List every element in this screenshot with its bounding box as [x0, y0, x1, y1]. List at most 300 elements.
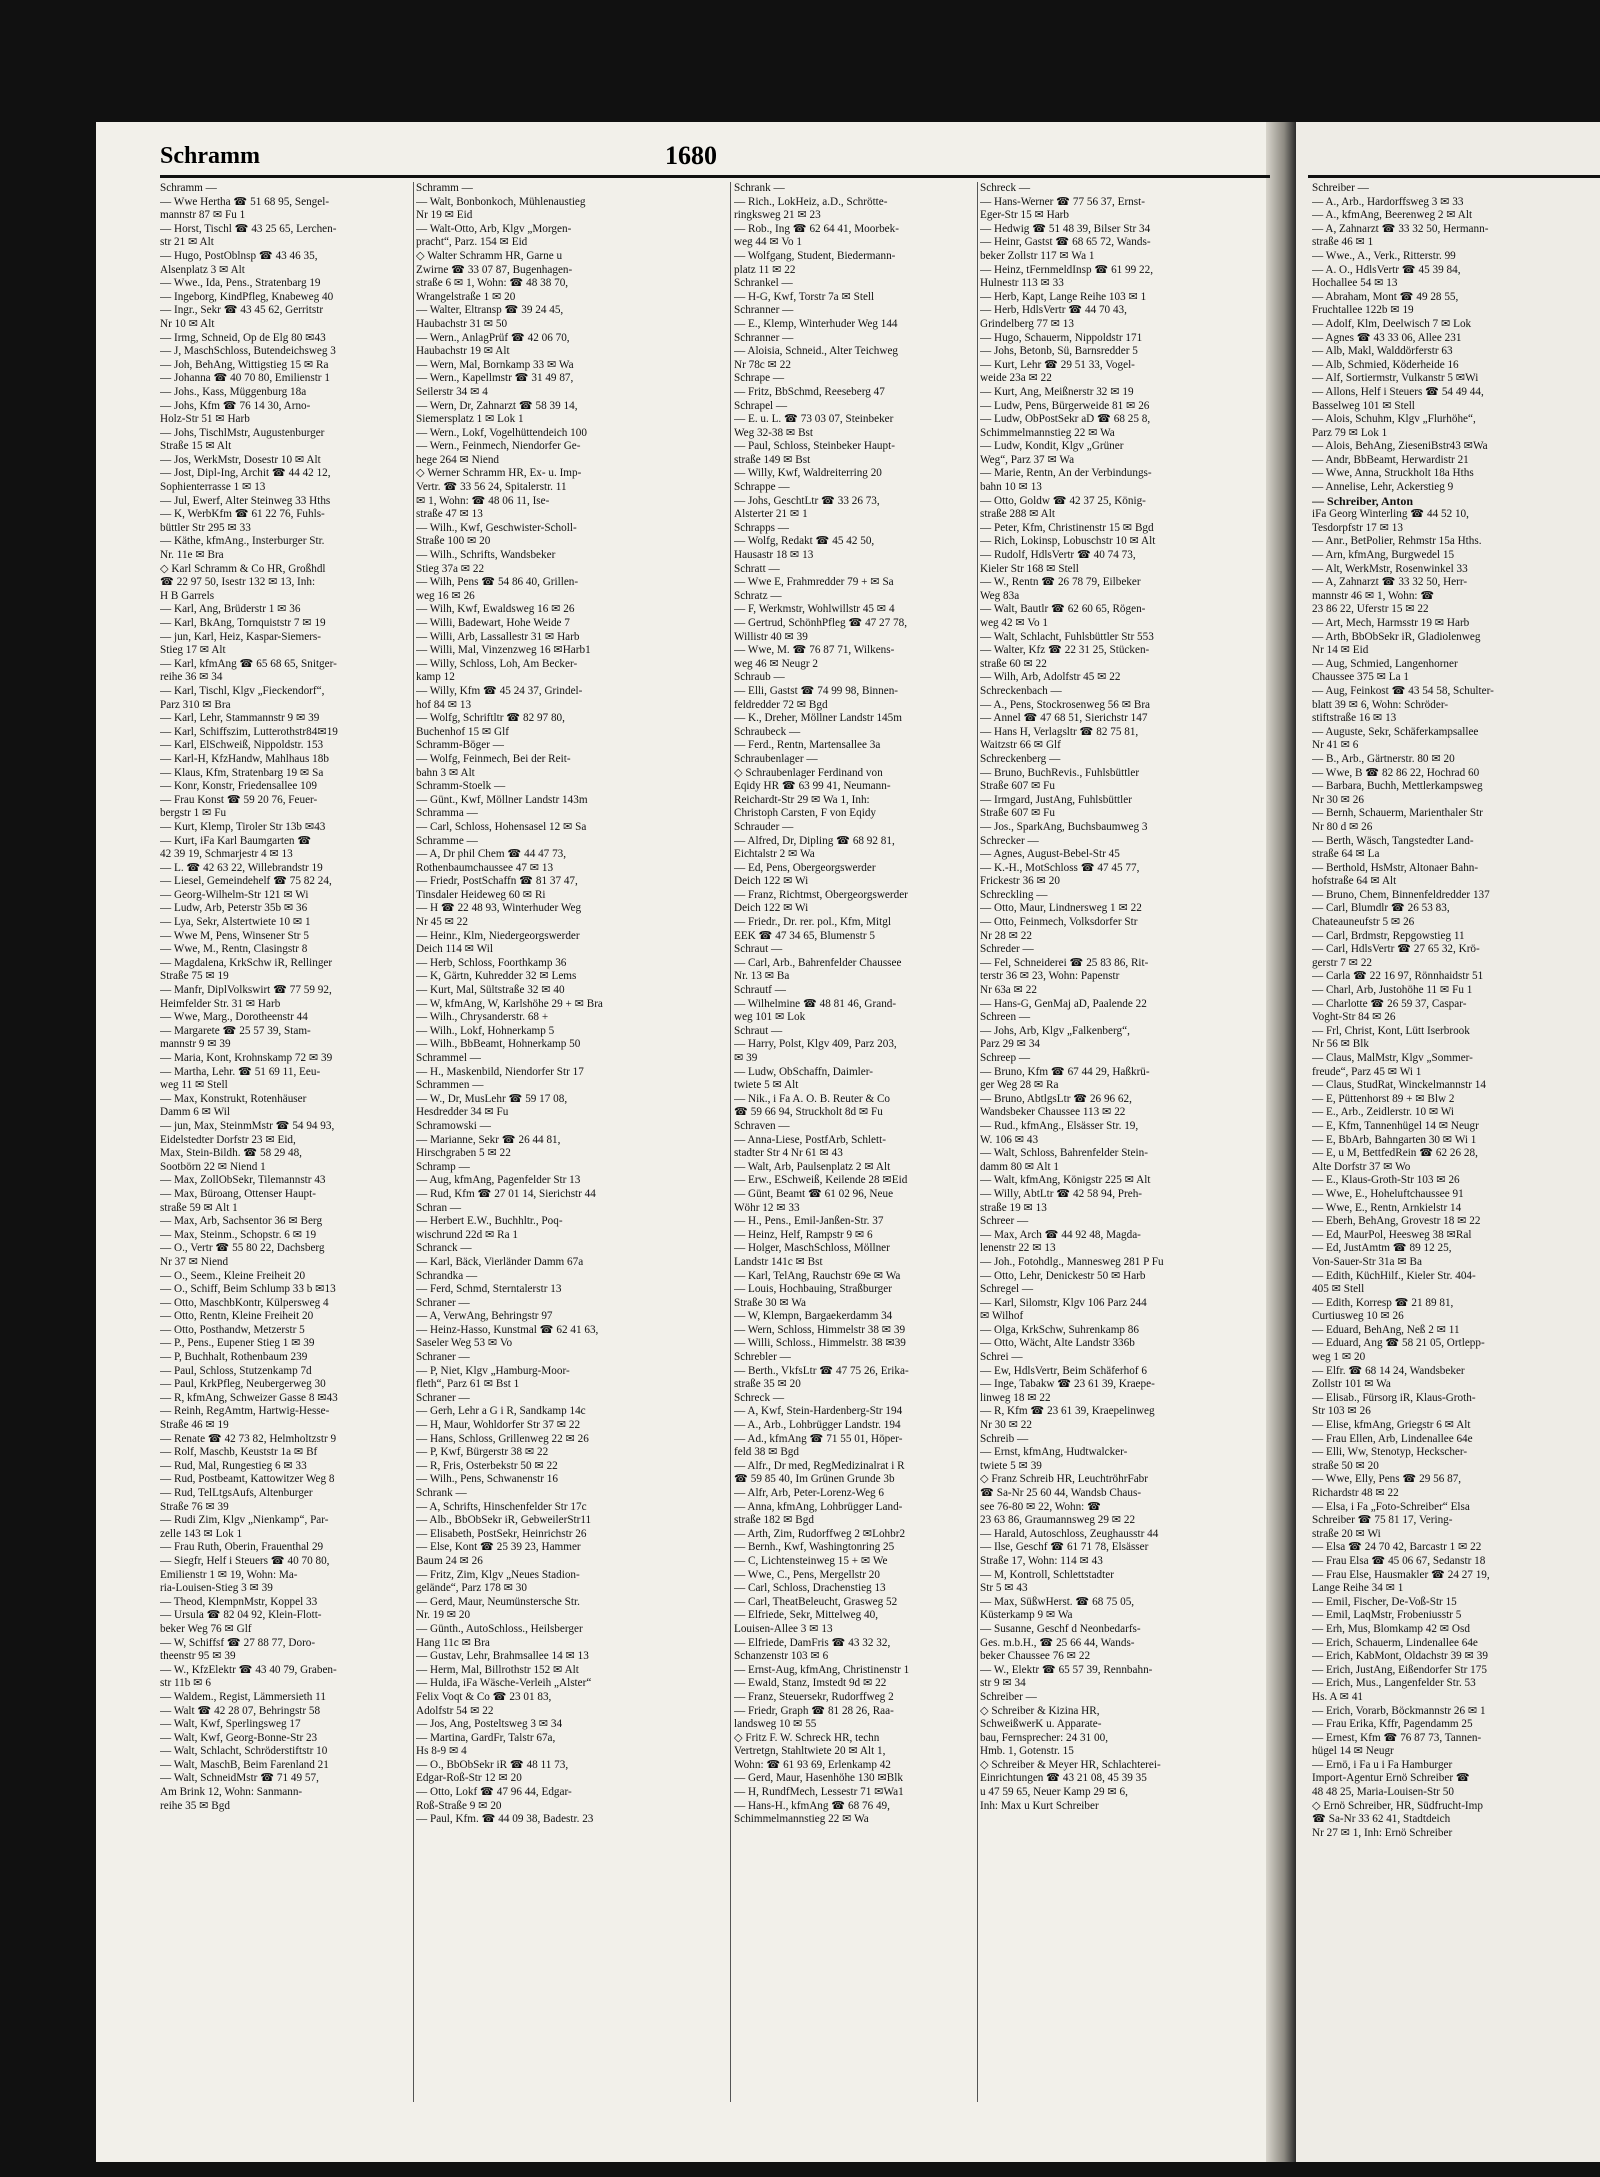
directory-entry-line: — H ☎ 22 48 93, Winterhuder Weg — [416, 902, 582, 915]
directory-entry-line: — Johs, Betonb, Sü, Barnsredder 5 — [980, 345, 1138, 358]
directory-entry-line: — Wern., Lokf, Vogelhüttendeich 100 — [416, 426, 587, 439]
directory-entry-line: — O., Seem., Kleine Freiheit 20 — [160, 1269, 306, 1282]
directory-entry-line: Wöhr 12 ✉ 33 — [734, 1201, 800, 1214]
directory-entry-line: — Karl, Bäck, Vierländer Damm 67a — [416, 1255, 584, 1268]
directory-entry-line: — Margarete ☎ 25 57 39, Stam- — [160, 1024, 311, 1037]
directory-entry-line: Str 103 ✉ 26 — [1312, 1405, 1371, 1418]
directory-entry-line: — Art, Mech, Harmsstr 19 ✉ Harb — [1312, 617, 1470, 629]
directory-entry-line: — jun, Max, SteinmMstr ☎ 54 94 93, — [160, 1119, 335, 1132]
directory-entry-line: — O., Schiff, Beim Schlump 33 b ✉13 — [160, 1283, 336, 1296]
directory-entry-line: Alsenplatz 3 ✉ Alt — [160, 263, 245, 276]
directory-entry-line: str 11b ✉ 6 — [160, 1677, 211, 1690]
directory-entry-line: Schranck — — [416, 1242, 472, 1255]
directory-entry-line: — A., kfmAng, Beerenweg 2 ✉ Alt — [1312, 209, 1473, 222]
directory-entry-line: Schrammel — — [416, 1052, 481, 1064]
directory-entry-line: — Edith, KüchHilf., Kieler Str. 404- — [1312, 1269, 1476, 1282]
head-rule — [160, 175, 1270, 178]
directory-entry-line: — P, Kwf, Bürgerstr 38 ✉ 22 — [416, 1446, 549, 1459]
directory-entry-line: — Rud, Mal, Rungestieg 6 ✉ 33 — [160, 1459, 307, 1472]
directory-entry-line: Straße 76 ✉ 39 — [160, 1500, 229, 1513]
directory-entry-line: — A., Arb., Hardorffsweg 3 ✉ 33 — [1312, 195, 1464, 208]
directory-entry-line: — Herb, Kapt, Lange Reihe 103 ✉ 1 — [980, 290, 1147, 303]
directory-entry-line: Schreiber — — [1312, 182, 1369, 194]
directory-entry-line: — Andr, BbBeamt, Herwardistr 21 — [1312, 453, 1469, 466]
directory-entry-line: Nr. 19 ✉ 20 — [416, 1609, 471, 1622]
directory-entry-line: Holz-Str 51 ✉ Harb — [160, 413, 250, 426]
column-divider — [730, 182, 731, 2102]
directory-entry-line: Schrautf — — [734, 984, 786, 997]
directory-entry-line: Schreen — — [980, 1011, 1031, 1024]
directory-entry-line: linweg 18 ✉ 22 — [980, 1391, 1051, 1404]
directory-entry-line: — Emil, LaqMstr, Frobeniusstr 5 — [1312, 1609, 1462, 1622]
directory-entry-line: — Erw., ESchweiß, Keilende 28 ✉Eid — [734, 1174, 908, 1187]
directory-entry-line: Schrandka — — [416, 1269, 478, 1282]
directory-entry-line: — Martha, Lehr. ☎ 51 69 11, Eeu- — [160, 1065, 321, 1078]
directory-entry-line: ◇ Werner Schramm HR, Ex- u. Imp- — [416, 467, 582, 480]
directory-entry-line: — E. u. L. ☎ 73 03 07, Steinbeker — [734, 413, 894, 426]
directory-entry-line: Schrappe — — [734, 481, 790, 494]
directory-entry-line: — Walt, Schloss, Bahrenfelder Stein- — [980, 1147, 1148, 1160]
directory-entry-line: ria-Louisen-Stieg 3 ✉ 39 — [160, 1582, 273, 1595]
directory-entry-line: — Erich, Mus., Langenfelder Str. 53 — [1312, 1677, 1476, 1690]
directory-entry-line: — Herm, Mal, Billrothstr 152 ✉ Alt — [416, 1663, 579, 1676]
directory-entry-line: — Nik., i Fa A. O. B. Reuter & Co — [734, 1092, 891, 1105]
directory-entry-line: — Auguste, Sekr, Schäferkampsallee — [1312, 725, 1479, 738]
directory-entry-line: Nr. 13 ✉ Ba — [734, 970, 790, 983]
directory-entry-line: — A, Kwf, Stein-Hardenberg-Str 194 — [734, 1405, 903, 1418]
directory-entry-line: — W., Rentn ☎ 26 78 79, Eilbeker — [980, 576, 1141, 589]
directory-entry-line: — Friedr., Dr. rer. pol., Kfm, Mitgl — [734, 916, 891, 929]
directory-entry-line: beker Chaussee 76 ✉ 22 — [980, 1650, 1091, 1663]
directory-entry-line: Tesdorpfstr 17 ✉ 13 — [1312, 521, 1403, 534]
directory-entry-line: — Ferd, Schmd, Sterntalerstr 13 — [416, 1283, 562, 1296]
directory-entry-line: platz 11 ✉ 22 — [734, 263, 796, 276]
directory-entry-line: — Herb, Schloss, Foorthkamp 36 — [416, 956, 567, 969]
directory-entry-line: weg 11 ✉ Stell — [160, 1079, 228, 1092]
directory-entry-line: damm 80 ✉ Alt 1 — [980, 1160, 1059, 1173]
directory-entry-line: 23 63 86, Graumannsweg 29 ✉ 22 — [980, 1514, 1136, 1527]
directory-entry-line: Schraut — — [734, 943, 783, 956]
directory-entry-line: — Maria, Kont, Krohnskamp 72 ✉ 39 — [160, 1052, 333, 1064]
directory-entry-line: — Johs, Kfm ☎ 76 14 30, Arno- — [160, 399, 311, 412]
directory-entry-line: — Eduard, BehAng, Neß 2 ✉ 11 — [1312, 1323, 1460, 1336]
directory-entry-line: — Berth, Wäsch, Tangstedter Land- — [1312, 834, 1474, 847]
directory-entry-line: — Susanne, Geschf d Neonbedarfs- — [980, 1622, 1141, 1635]
directory-entry-line: Alte Dorfstr 37 ✉ Wo — [1312, 1160, 1411, 1173]
directory-entry-line: — Ed, MaurPol, Heesweg 38 ✉Ral — [1312, 1228, 1472, 1241]
directory-entry-line: mannstr 46 ✉ 1, Wohn: ☎ — [1312, 589, 1435, 602]
directory-entry-line: Basselweg 101 ✉ Stell — [1312, 399, 1415, 412]
directory-entry-line: Weg“, Parz 37 ✉ Wa — [980, 453, 1075, 466]
directory-entry-line: Schreder — — [980, 943, 1034, 956]
directory-entry-line: — Walt, Schlacht, Schröderstiftstr 10 — [160, 1745, 328, 1758]
directory-entry-line: Frickestr 36 ✉ 20 — [980, 875, 1060, 888]
book-gutter — [1266, 122, 1296, 2162]
directory-entry-line: — Carl, Brdmstr, Repgowstieg 11 — [1312, 929, 1465, 942]
directory-entry-line: — Wwe, E., Hoheluftchaussee 91 — [1312, 1187, 1464, 1200]
directory-entry-line: — E., Klemp, Winterhuder Weg 144 — [734, 317, 898, 330]
directory-entry-line: — Rudi Zim, Klgv „Nienkamp“, Par- — [160, 1514, 329, 1527]
directory-entry-line: — Erh, Mus, Blomkamp 42 ✉ Osd — [1312, 1622, 1470, 1635]
directory-entry-line: — Carl, Arb., Bahrenfelder Chaussee — [734, 956, 902, 969]
directory-entry-line: Schraner — — [416, 1351, 470, 1364]
directory-entry-line: Schratt — — [734, 562, 780, 575]
directory-entry-line: — Peter, Kfm, Christinenstr 15 ✉ Bgd — [980, 521, 1154, 534]
directory-entry-line: — Karl, Silomstr, Klgv 106 Parz 244 — [980, 1296, 1147, 1309]
directory-entry-line: straße 19 ✉ 13 — [980, 1201, 1047, 1214]
directory-entry-line: — Frau Ellen, Arb, Lindenallee 64e — [1312, 1432, 1473, 1445]
directory-entry-line: Nr 41 ✉ 6 — [1312, 739, 1359, 752]
directory-entry-line: Buchenhof 15 ✉ Glf — [416, 725, 509, 738]
directory-entry-line: — W., Dr, MusLehr ☎ 59 17 08, — [416, 1092, 568, 1105]
directory-entry-line: W. 106 ✉ 43 — [980, 1133, 1039, 1146]
directory-entry-line: — Charl, Arb, Justohöhe 11 ✉ Fu 1 — [1312, 984, 1473, 997]
directory-entry-line: bergstr 1 ✉ Fu — [160, 807, 227, 820]
directory-entry-line: Nr. 11e ✉ Bra — [160, 549, 224, 562]
directory-entry-line: straße 288 ✉ Alt — [980, 508, 1055, 521]
directory-entry-line: — A. O., HdlsVertr ☎ 45 39 84, — [1312, 263, 1461, 276]
directory-entry-line: — R, Fris, Osterbekstr 50 ✉ 22 — [416, 1459, 558, 1472]
directory-entry-line: — Walt, Kwf, Sperlingsweg 17 — [160, 1718, 301, 1731]
directory-entry-line: — Bruno, Chem, Binnenfeldredder 137 — [1312, 888, 1490, 901]
directory-entry-line: — Paul, Kfm. ☎ 44 09 38, Badestr. 23 — [416, 1813, 594, 1826]
directory-entry-line: — Karl, kfmAng ☎ 65 68 65, Snitger- — [160, 657, 337, 670]
directory-entry-line: terstr 36 ✉ 23, Wohn: Papenstr — [980, 970, 1120, 983]
directory-entry-line: Eqidy HR ☎ 63 99 41, Neumann- — [734, 780, 891, 793]
directory-entry-line: wischrund 22d ✉ Ra 1 — [416, 1228, 518, 1241]
directory-entry-line: beker Zollstr 117 ✉ Wa 1 — [980, 249, 1095, 262]
directory-entry-line: Nr 80 d ✉ 26 — [1312, 820, 1373, 833]
directory-entry-line: Schrammen — — [416, 1079, 484, 1092]
directory-entry-line: — Willy, AbtLtr ☎ 42 58 94, Preh- — [980, 1187, 1143, 1200]
directory-entry-line: Inh: Max u Kurt Schreiber — [980, 1799, 1099, 1812]
directory-entry-line: — Gertrud, SchönhPfleg ☎ 47 27 78, — [734, 617, 908, 629]
directory-entry-line: Vertretgn, Stahltwiete 20 ✉ Alt 1, — [734, 1745, 886, 1758]
directory-entry-line: — Karl, TelAng, Rauchstr 69e ✉ Wa — [734, 1269, 901, 1282]
directory-entry-line: Schreer — — [980, 1215, 1029, 1228]
directory-entry-line: weide 23a ✉ 22 — [980, 372, 1052, 385]
directory-entry-line: — L. ☎ 42 63 22, Willebrandstr 19 — [160, 861, 323, 874]
directory-entry-line: — Elisabeth, PostSekr, Heinrichstr 26 — [416, 1527, 587, 1540]
directory-entry-line: ger Weg 28 ✉ Ra — [980, 1079, 1059, 1092]
directory-entry-line: — H-G, Kwf, Torstr 7a ✉ Stell — [734, 290, 875, 303]
directory-entry-line: Deich 122 ✉ Wi — [734, 875, 809, 888]
directory-entry-line: — Elfr. ☎ 68 14 24, Wandsbeker — [1312, 1364, 1465, 1377]
directory-entry-line: — Ad., kfmAng ☎ 71 55 01, Höper- — [734, 1432, 903, 1445]
directory-entry-line: — Johanna ☎ 40 70 80, Emilienstr 1 — [160, 372, 330, 385]
directory-entry-line: — Frl, Christ, Kont, Lütt Iserbrook — [1312, 1024, 1470, 1037]
directory-entry-line: Straße 15 ✉ Alt — [160, 440, 232, 453]
directory-entry-line: Richardstr 48 ✉ 22 — [1312, 1487, 1399, 1499]
directory-entry-line: Rothenbaumchaussee 47 ✉ 13 — [416, 861, 554, 874]
directory-entry-line: — Paul, KrkPfleg, Neubergerweg 30 — [160, 1378, 326, 1391]
directory-entry-line: — Käthe, kfmAng., Insterburger Str. — [160, 535, 325, 548]
directory-entry-line: — Erich, JustAng, Eißendorfer Str 175 — [1312, 1663, 1487, 1676]
directory-entry-line: — Wolfg, Schriftltr ☎ 82 97 80, — [416, 712, 565, 725]
directory-column-4 — [980, 182, 1265, 1813]
directory-entry-line: Schrebler — — [734, 1351, 791, 1364]
directory-entry-line: ✉ Wilhof — [980, 1310, 1024, 1323]
directory-entry-line: Nr 27 ✉ 1, Inh: Ernö Schreiber — [1312, 1826, 1453, 1839]
directory-entry-line: beker Weg 76 ✉ Glf — [160, 1622, 252, 1635]
directory-entry-line: — Hugo, PostOblnsp ☎ 43 46 35, — [160, 249, 318, 262]
directory-entry-line: — A, Dr phil Chem ☎ 44 47 73, — [416, 848, 567, 861]
directory-entry-line: Weg 32-38 ✉ Bst — [734, 426, 814, 439]
directory-entry-line: — Herb, HdlsVertr ☎ 44 70 43, — [980, 304, 1127, 317]
directory-entry-line: Haubachstr 19 ✉ Alt — [416, 345, 510, 358]
directory-entry-line: — Karl, BkAng, Tornquiststr 7 ✉ 19 — [160, 617, 326, 629]
directory-entry-line: — M, Kontroll, Schlettstadter — [980, 1568, 1114, 1581]
directory-entry-line: — Carl, Blumdlr ☎ 26 53 83, — [1312, 902, 1450, 915]
directory-entry-line: Edgar-Roß-Str 12 ✉ 20 — [416, 1772, 522, 1785]
directory-entry-line: — Walt ☎ 42 28 07, Behringstr 58 — [160, 1704, 321, 1717]
directory-entry-line: Straße 17, Wohn: 114 ✉ 43 — [980, 1554, 1103, 1567]
directory-entry-line: — Elli, Ww, Stenotyp, Heckscher- — [1312, 1446, 1468, 1459]
directory-entry-line: — Wern., Kapellmstr ☎ 31 49 87, — [416, 372, 574, 385]
directory-entry-line: straße 47 ✉ 13 — [416, 508, 483, 521]
directory-entry-line: — Johs, TischlMstr, Augustenburger — [160, 426, 325, 439]
directory-entry-line: — Ludw, ObSchaffn, Daimler- — [734, 1065, 873, 1078]
directory-entry-line: — Jos, WerkMstr, Dosestr 10 ✉ Alt — [160, 453, 321, 466]
directory-entry-line: — Aug, Feinkost ☎ 43 54 58, Schulter- — [1312, 684, 1494, 697]
directory-entry-line: Schranner — — [734, 331, 794, 344]
right-page-head-rule — [1308, 175, 1600, 178]
directory-entry-line: — Anr., BetPolier, Rehmstr 15a Hths. — [1312, 535, 1482, 548]
directory-entry-line: — Wilhelmine ☎ 48 81 46, Grand- — [734, 997, 897, 1010]
directory-entry-line: Eidelstedter Dorfstr 23 ✉ Eid, — [160, 1133, 296, 1146]
directory-entry-line: — Ernst-Aug, kfmAng, Christinenstr 1 — [734, 1663, 910, 1676]
directory-entry-line: — Berthold, HsMstr, Altonaer Bahn- — [1312, 861, 1479, 874]
directory-entry-line: see 76-80 ✉ 22, Wohn: ☎ — [980, 1500, 1102, 1513]
directory-entry-line: — Wilh., Lokf, Hohnerkamp 5 — [416, 1024, 555, 1037]
directory-entry-line: Willistr 40 ✉ 39 — [734, 630, 808, 643]
directory-entry-line: — Willi, Mal, Vinzenzweg 16 ✉Harb1 — [416, 644, 591, 657]
directory-entry-line: ◇ Ernö Schreiber, HR, Südfrucht-Imp — [1312, 1799, 1483, 1812]
directory-entry-line: Wrangelstraße 1 ✉ 20 — [416, 290, 516, 303]
directory-entry-line: — Emil, Fischer, De-Voß-Str 15 — [1312, 1595, 1457, 1608]
directory-entry-line: Waitzstr 66 ✉ Glf — [980, 739, 1061, 752]
directory-entry-line: — Karl, Tischl, Klgv „Fieckendorf“, — [160, 684, 325, 697]
directory-entry-line: stiftstraße 16 ✉ 13 — [1312, 712, 1397, 725]
directory-entry-line: Schreiber ☎ 75 81 17, Vering- — [1312, 1514, 1453, 1527]
directory-entry-line: Curtiusweg 10 ✉ 26 — [1312, 1310, 1404, 1323]
directory-entry-line: — Wilh., Chrysanderstr. 68 + — [416, 1011, 549, 1024]
directory-column-3 — [734, 182, 974, 1827]
directory-entry-line: theenstr 95 ✉ 39 — [160, 1650, 236, 1663]
directory-entry-line: — Walt-Otto, Arb, Klgv „Morgen- — [416, 222, 572, 235]
directory-entry-line: Schrank — — [734, 182, 785, 194]
directory-entry-line: — Willi, Badewart, Hohe Weide 7 — [416, 617, 570, 629]
directory-entry-line: — Heinz, tFernmeldInsp ☎ 61 99 22, — [980, 263, 1154, 276]
directory-entry-line: — Kurt, Mal, Sültstraße 32 ✉ 40 — [416, 984, 565, 997]
directory-entry-line: straße 60 ✉ 22 — [980, 657, 1047, 670]
directory-entry-line: — Otto, Lehr, Denickestr 50 ✉ Harb — [980, 1269, 1146, 1282]
directory-entry-line: — Theod, KlempnMstr, Koppel 33 — [160, 1595, 318, 1608]
directory-entry-line: — Otto, Wächt, Alte Landstr 336b — [980, 1337, 1135, 1350]
directory-entry-line: — Wern, Mal, Bornkamp 33 ✉ Wa — [416, 358, 574, 371]
directory-entry-line: hügel 14 ✉ Neugr — [1312, 1745, 1394, 1758]
directory-entry-line: — Alfr., Dr med, RegMedizinalrat i R — [734, 1459, 905, 1472]
directory-entry-line: — Harald, Autoschloss, Zeughausstr 44 — [980, 1527, 1159, 1540]
directory-entry-line: Kieler Str 168 ✉ Stell — [980, 562, 1079, 575]
directory-entry-line: — Louis, Hochbauing, Straßburger — [734, 1283, 892, 1296]
directory-entry-line: — Walt, Arb, Paulsenplatz 2 ✉ Alt — [734, 1160, 891, 1173]
directory-entry-line: Louisen-Allee 3 ✉ 13 — [734, 1622, 833, 1635]
directory-entry-line: straße 35 ✉ 20 — [734, 1378, 801, 1391]
directory-entry-line: — Anna-Liese, PostfArb, Schlett- — [734, 1133, 886, 1146]
directory-entry-line: — Paul, Schloss, Stutzenkamp 7d — [160, 1364, 312, 1377]
directory-entry-line: — Paul, Schloss, Steinbeker Haupt- — [734, 440, 895, 453]
directory-entry-line: Straße 100 ✉ 20 — [416, 535, 491, 548]
directory-entry-line: — Karl, Lehr, Stammannstr 9 ✉ 39 — [160, 712, 320, 725]
directory-entry-line: Hausastr 18 ✉ 13 — [734, 549, 814, 562]
directory-entry-line: — Walter, Eltransp ☎ 39 24 45, — [416, 304, 564, 317]
directory-entry-line: — Aug, kfmAng, Pagenfelder Str 13 — [416, 1174, 581, 1187]
directory-entry-line: — W, Klempn, Bargaekerdamm 34 — [734, 1310, 893, 1323]
directory-entry-line: Nr 78c ✉ 22 — [734, 358, 791, 371]
directory-entry-line: Deich 122 ✉ Wi — [734, 902, 809, 915]
directory-entry-line: — Ed, JustAmtm ☎ 89 12 25, — [1312, 1242, 1452, 1255]
directory-entry-line: EEK ☎ 47 34 65, Blumenstr 5 — [734, 929, 876, 942]
directory-entry-line: Schramp — — [416, 1160, 470, 1173]
directory-column-1 — [160, 182, 412, 1813]
directory-entry-line: — Jos, Ang, Posteltsweg 3 ✉ 34 — [416, 1718, 563, 1731]
directory-entry-line: Emilienstr 1 ✉ 19, Wohn: Ma- — [160, 1568, 298, 1581]
directory-entry-line: straße 50 ✉ 20 — [1312, 1459, 1379, 1472]
directory-entry-line: reihe 36 ✉ 34 — [160, 671, 223, 684]
directory-entry-line: — Alfred, Dr, Dipling ☎ 68 92 81, — [734, 834, 895, 847]
directory-entry-line: — Holger, MaschSchloss, Möllner — [734, 1242, 890, 1255]
directory-entry-line: ☎ Sa-Nr 33 62 41, Stadtdeich — [1312, 1813, 1451, 1826]
directory-entry-line: bahn 10 ✉ 13 — [980, 481, 1042, 494]
directory-entry-line: — Erich, Vorarb, Böckmannstr 26 ✉ 1 — [1312, 1704, 1486, 1717]
directory-entry-line: Schramm — — [416, 182, 473, 194]
directory-entry-line: — Alb, Makl, Walddörferstr 63 — [1312, 345, 1453, 358]
directory-entry-line: lenenstr 22 ✉ 13 — [980, 1242, 1056, 1255]
directory-entry-line: Alsterter 21 ✉ 1 — [734, 508, 808, 521]
directory-entry-line: — Rudolf, HdlsVertr ☎ 40 74 73, — [980, 549, 1136, 562]
directory-entry-line: — Joh., Fotohdlg., Mannesweg 281 P Fu — [980, 1255, 1164, 1268]
directory-entry-line: — E., Klaus-Groth-Str 103 ✉ 26 — [1312, 1174, 1460, 1187]
directory-entry-line: — Eduard, Ang ☎ 58 21 05, Ortlepp- — [1312, 1337, 1485, 1350]
directory-entry-line: twiete 5 ✉ 39 — [980, 1459, 1042, 1472]
directory-entry-line: Schraut — — [734, 1024, 783, 1037]
directory-entry-line: — Jost, Dipl-Ing, Archit ☎ 44 42 12, — [160, 467, 331, 480]
directory-entry-line: — W, Schiffsf ☎ 27 88 77, Doro- — [160, 1636, 316, 1649]
directory-entry-line: — Aloisia, Schneid., Alter Teichweg — [734, 345, 898, 358]
directory-entry-line: — Gerh, Lehr a G i R, Sandkamp 14c — [416, 1405, 586, 1418]
directory-entry-line: — Elfriede, DamFris ☎ 43 32 32, — [734, 1636, 891, 1649]
directory-entry-line: Tinsdaler Heideweg 60 ✉ Ri — [416, 888, 546, 901]
directory-entry-line: — Otto, Maur, Lindnersweg 1 ✉ 22 — [980, 902, 1142, 915]
directory-entry-line: — Wwe., A., Verk., Ritterstr. 99 — [1312, 249, 1456, 262]
directory-entry-line: — Annel ☎ 47 68 51, Sierichstr 147 — [980, 712, 1148, 725]
directory-entry-line: — Karl, Ang, Brüderstr 1 ✉ 36 — [160, 603, 301, 616]
directory-entry-line: pracht“, Parz. 154 ✉ Eid — [416, 236, 528, 249]
directory-entry-line: — Elfriede, Sekr, Mittelweg 40, — [734, 1609, 879, 1622]
directory-entry-line: straße 46 ✉ 1 — [1312, 236, 1374, 249]
directory-entry-line: — Alfr, Arb, Peter-Lorenz-Weg 6 — [734, 1487, 885, 1499]
directory-entry-line: ◇ Walter Schramm HR, Garne u — [416, 249, 563, 262]
directory-entry-line: Schreckling — — [980, 888, 1048, 901]
directory-entry-line: Schrecker — — [980, 834, 1039, 847]
directory-entry-line: — K., Dreher, Möllner Landstr 145m — [734, 712, 902, 725]
directory-entry-line: — Walt, Bautlr ☎ 62 60 65, Rögen- — [980, 603, 1146, 616]
directory-entry-line: Schramm-Böger — — [416, 739, 504, 752]
directory-entry-line: Straße 75 ✉ 19 — [160, 970, 229, 983]
directory-entry-line: Schraner — — [416, 1296, 470, 1309]
directory-entry-line: — Wwe, E., Rentn, Arnkielstr 14 — [1312, 1201, 1462, 1214]
directory-entry-line: — Magdalena, KrkSchw iR, Rellinger — [160, 956, 333, 969]
directory-entry-line: — Wwe, M. ☎ 76 87 71, Wilkens- — [734, 644, 895, 657]
directory-entry-line: — Willy, Kwf, Waldreiterring 20 — [734, 467, 882, 480]
directory-entry-line: Schrei — — [980, 1351, 1023, 1364]
directory-entry-line: — Ernö, i Fa u i Fa Hamburger — [1312, 1758, 1453, 1771]
directory-entry-line: — Max, SüßwHerst. ☎ 68 75 05, — [980, 1595, 1135, 1608]
directory-entry-line: Christoph Carsten, F von Eqidy — [734, 807, 877, 820]
directory-entry-line: Deich 114 ✉ Wil — [416, 943, 493, 956]
directory-entry-line: Schramm-Stoelk — — [416, 780, 506, 793]
directory-entry-line: — Hans-Werner ☎ 77 56 37, Ernst- — [980, 195, 1145, 208]
directory-entry-line: — Waldem., Regist, Lämmersieth 11 — [160, 1690, 326, 1703]
directory-entry-line: — Willi, Schloss., Himmelstr. 38 ✉39 — [734, 1337, 906, 1350]
directory-entry-line: — Horst, Tischl ☎ 43 25 65, Lerchen- — [160, 222, 337, 235]
directory-entry-line: — Friedr, PostSchaffn ☎ 81 37 47, — [416, 875, 578, 888]
directory-entry-line: — Reinh, RegAmtm, Hartwig-Hesse- — [160, 1405, 330, 1418]
directory-entry-line: Hochallee 54 ✉ 13 — [1312, 277, 1398, 290]
directory-entry-line: — Wolfg, Feinmech, Bei der Reit- — [416, 752, 571, 765]
directory-entry-line: Schrankel — — [734, 277, 793, 290]
directory-entry-line: — Bruno, BuchRevis., Fuhlsbüttler — [980, 766, 1140, 779]
directory-entry-line: Einrichtungen ☎ 43 21 08, 45 39 35 — [980, 1772, 1147, 1785]
directory-entry-line: Schraubenlager — — [734, 752, 818, 765]
directory-entry-line: — Walter, Kfz ☎ 22 31 25, Stücken- — [980, 644, 1150, 657]
directory-entry-line: Parz 310 ✉ Bra — [160, 698, 231, 711]
directory-entry-line: ◇ Fritz F. W. Schreck HR, techn — [734, 1731, 880, 1744]
directory-entry-line: fleth“, Parz 61 ✉ Bst 1 — [416, 1378, 520, 1391]
directory-entry-line: — Ursula ☎ 82 04 92, Klein-Flott- — [160, 1609, 322, 1622]
directory-entry-line: — Heinz-Hasso, Kunstmal ☎ 62 41 63, — [416, 1323, 599, 1336]
directory-entry-line: hofstraße 64 ✉ Alt — [1312, 875, 1397, 888]
directory-entry-line: — Claus, StudRat, Winckelmannstr 14 — [1312, 1079, 1486, 1092]
directory-entry-line: u 47 59 65, Neuer Kamp 29 ✉ 6, — [980, 1786, 1128, 1799]
directory-entry-line: — Rich, Lokinsp, Lobuschstr 10 ✉ Alt — [980, 535, 1156, 548]
directory-entry-line: ☎ Sa-Nr 25 60 44, Wandsb Chaus- — [980, 1487, 1142, 1499]
directory-entry-line: Straße 30 ✉ Wa — [734, 1296, 806, 1309]
directory-entry-line: reihe 35 ✉ Bgd — [160, 1799, 230, 1812]
directory-entry-line: ringksweg 21 ✉ 23 — [734, 209, 821, 222]
directory-entry-line: straße 149 ✉ Bst — [734, 453, 811, 466]
directory-entry-line: Hmb. 1, Gotenstr. 15 — [980, 1745, 1074, 1758]
directory-entry-line: — Max, ZollObSekr, Tilemannstr 43 — [160, 1174, 326, 1187]
directory-entry-line: — Frau Else, Hausmakler ☎ 24 27 19, — [1312, 1568, 1490, 1581]
directory-entry-line: — Arn, kfmAng, Burgwedel 15 — [1312, 549, 1455, 562]
directory-entry-line: — Walt, MaschB, Beim Farenland 21 — [160, 1758, 329, 1771]
directory-entry-line: — Rich., LokHeiz, a.D., Schrötte- — [734, 195, 888, 208]
directory-entry-line: — Elli, Gastst ☎ 74 99 98, Binnen- — [734, 684, 899, 697]
directory-entry-line: — Walt, Kwf, Georg-Bonne-Str 23 — [160, 1731, 318, 1744]
directory-entry-line: Baum 24 ✉ 26 — [416, 1554, 483, 1567]
directory-entry-line: ◇ Schreiber & Meyer HR, Schlachterei- — [980, 1758, 1161, 1771]
directory-entry-line: Küsterkamp 9 ✉ Wa — [980, 1609, 1073, 1622]
directory-entry-line: — P., Pens., Eupener Stieg 1 ✉ 39 — [160, 1337, 315, 1350]
directory-entry-line: ◇ Franz Schreib HR, LeuchtröhrFabr — [980, 1473, 1148, 1486]
directory-entry-line: — Karl, Schiffszim, Lutterothstr84✉19 — [160, 725, 338, 738]
directory-entry-line: — Joh, BehAng, Wittigstieg 15 ✉ Ra — [160, 358, 329, 371]
directory-entry-line: — Alois, Schuhm, Klgv „Flurhöhe“, — [1312, 413, 1476, 426]
directory-entry-line: — Elsa, i Fa „Foto-Schreiber“ Elsa — [1312, 1500, 1470, 1513]
directory-entry-line: Schimmelmannstieg 22 ✉ Wa — [734, 1813, 869, 1826]
